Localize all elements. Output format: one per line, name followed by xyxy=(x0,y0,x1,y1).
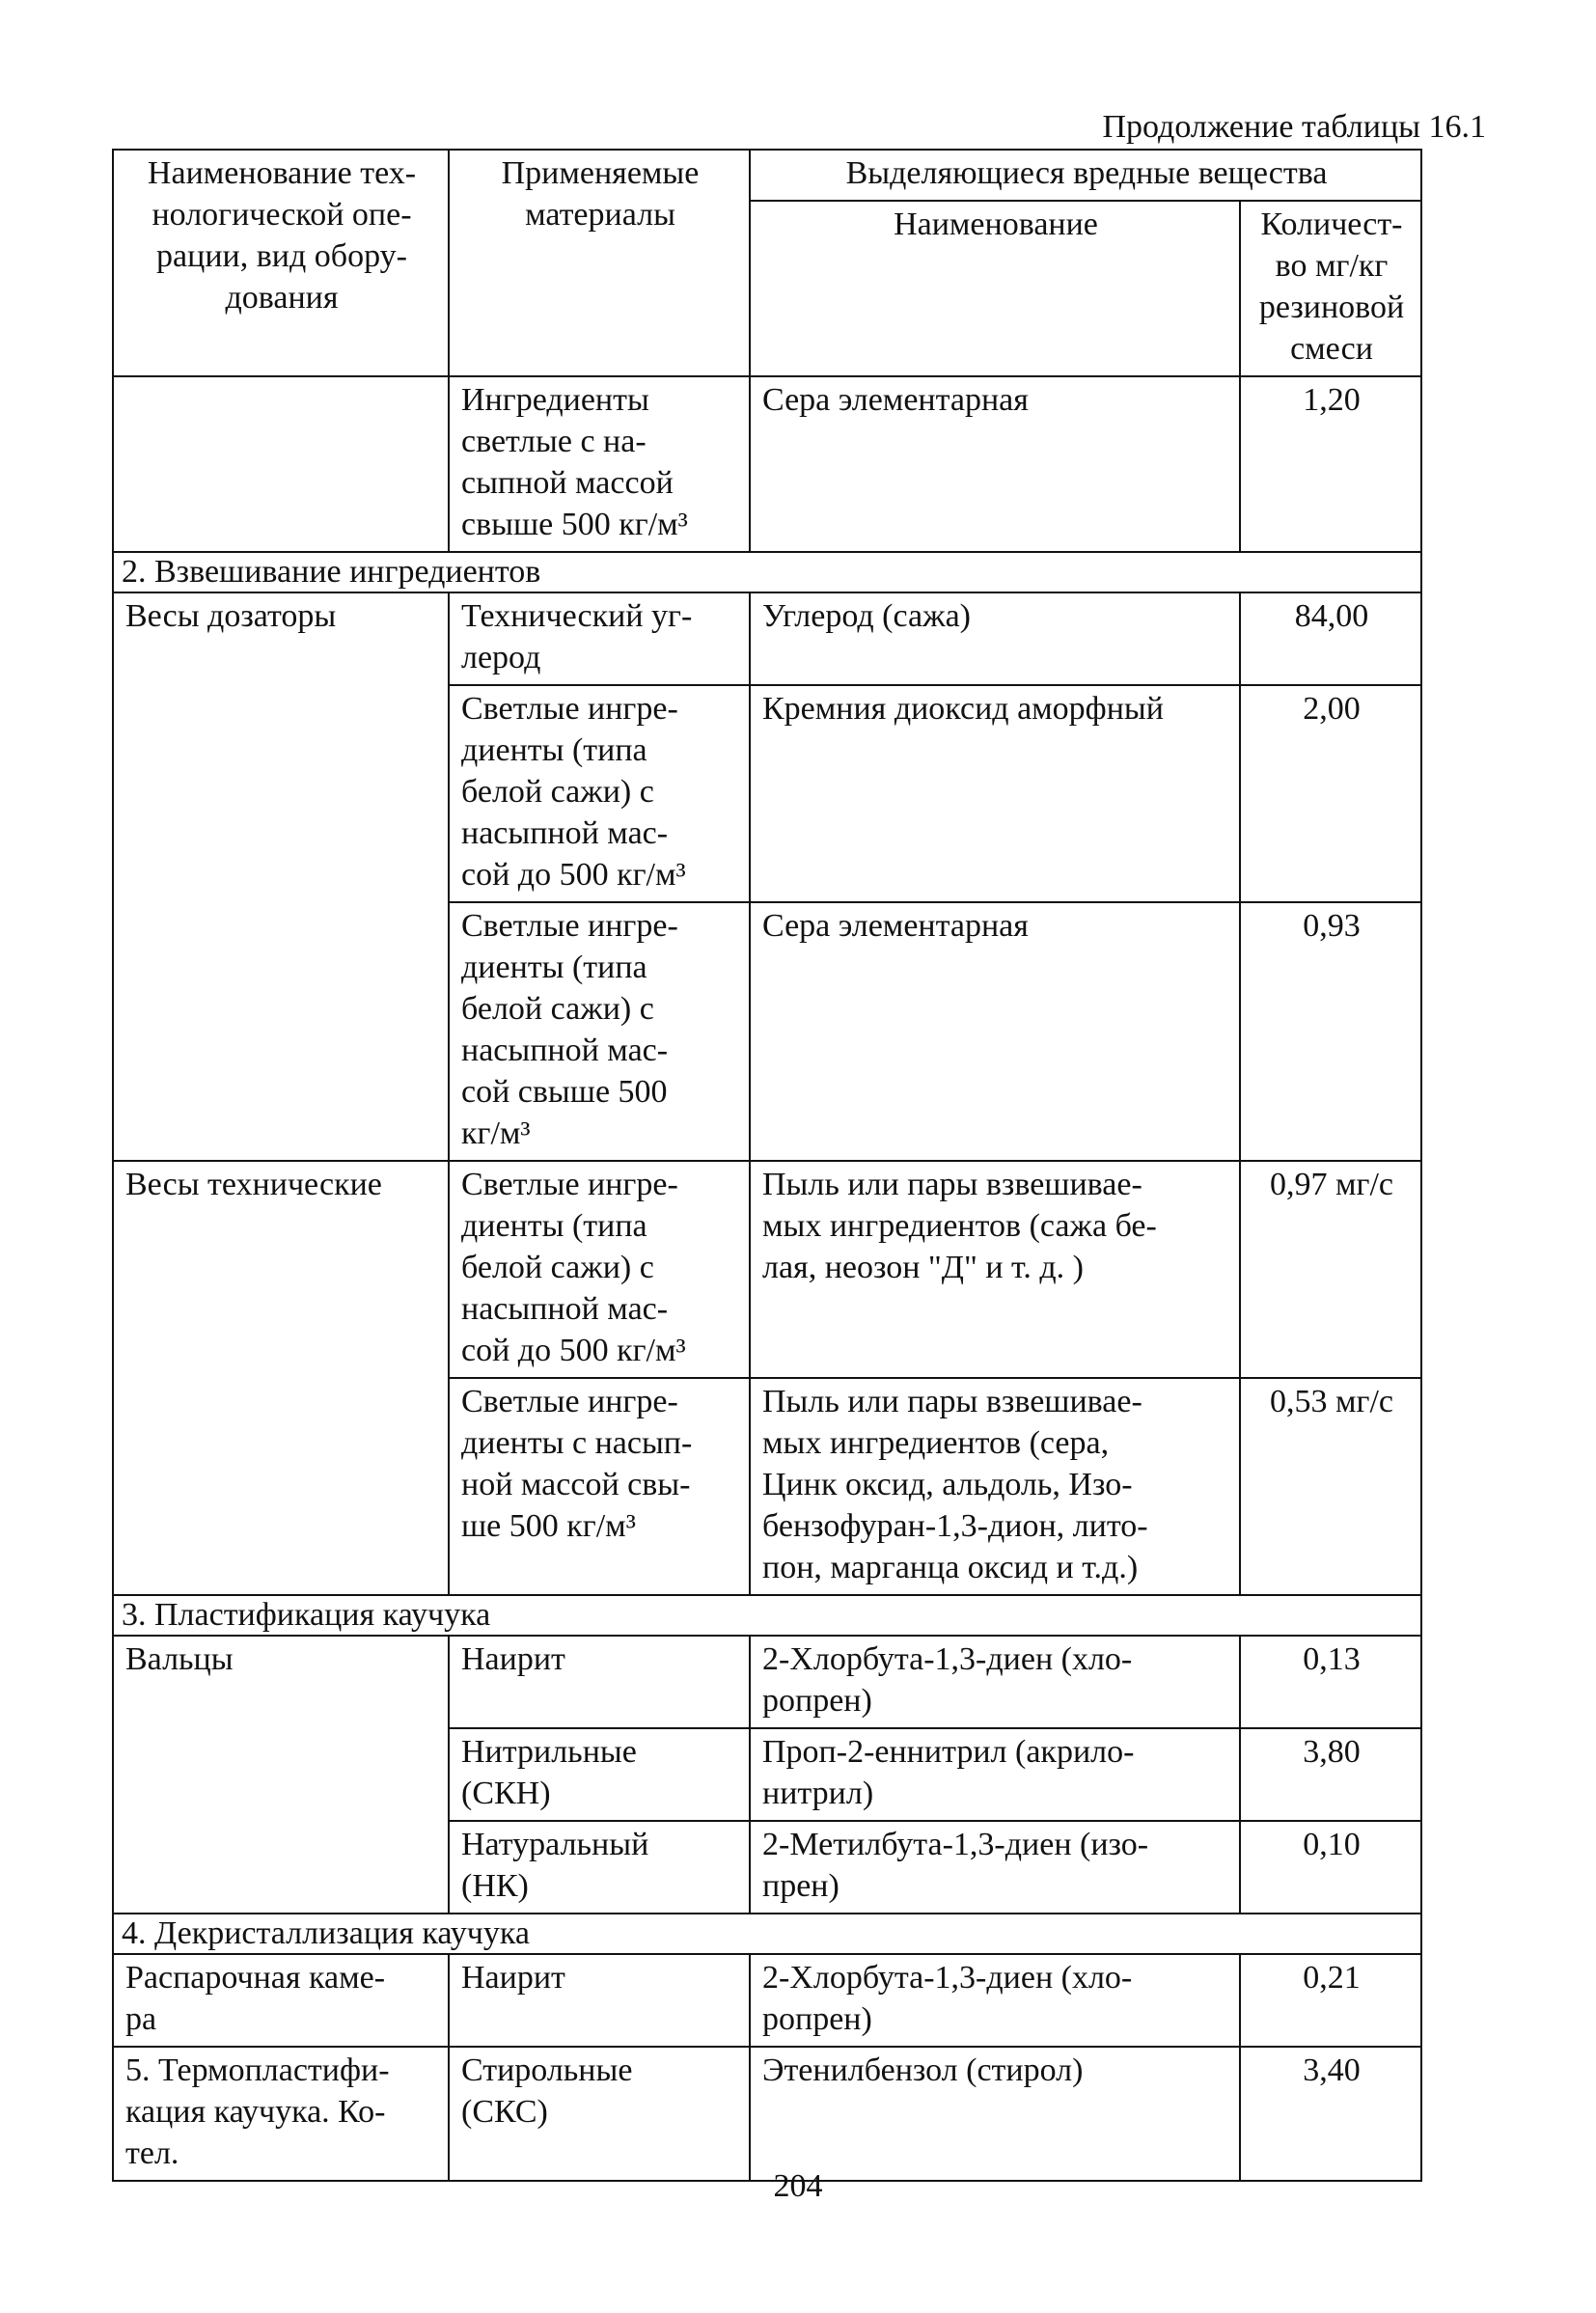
table-row xyxy=(113,1954,1421,2047)
amount-cell: 0,93 xyxy=(1240,902,1421,1161)
material-cell: Технический уг- лерод xyxy=(449,592,750,685)
header-substance-name-text: Наименование xyxy=(894,207,1098,242)
substance-cell: Сера элементарная xyxy=(750,902,1240,1161)
table-row xyxy=(113,2047,1421,2181)
hazardous-substances-table xyxy=(112,149,1422,2182)
table-row xyxy=(113,376,1421,552)
equipment-cell: Распарочная каме- ра xyxy=(113,1954,449,2047)
material-cell: Светлые ингре- диенты с насып- ной массой свы- ше 500 кг/м³ xyxy=(449,1378,750,1595)
material-cell: Натуральный (НК) xyxy=(449,1821,750,1914)
section-title: 2. Взвешивание ингредиентов xyxy=(113,552,1421,592)
section-row xyxy=(113,1914,1421,1954)
table-caption: Продолжение таблицы 16.1 xyxy=(1102,109,1486,145)
equipment-cell: 5. Термопластифи- кация каучука. Ко- тел. xyxy=(113,2047,449,2181)
material-cell: Наирит xyxy=(449,1636,750,1728)
section-row xyxy=(113,552,1421,592)
section-title: 4. Декристаллизация каучука xyxy=(113,1914,1421,1954)
table-row xyxy=(113,1636,1421,1728)
amount-cell: 84,00 xyxy=(1240,592,1421,685)
header-substances-group-text: Выделяющиеся вредные вещества xyxy=(845,155,1328,191)
amount-cell: 3,40 xyxy=(1240,2047,1421,2181)
substance-cell: Кремния диоксид аморфный xyxy=(750,685,1240,902)
substance-cell: Сера элементарная xyxy=(750,376,1240,552)
material-cell: Светлые ингре- диенты (типа белой сажи) с насыпной мас- сой до 500 кг/м³ xyxy=(449,685,750,902)
amount-cell: 2,00 xyxy=(1240,685,1421,902)
equipment-cell: Весы технические xyxy=(113,1161,449,1595)
substance-cell: Проп-2-еннитрил (акрило- нитрил) xyxy=(750,1728,1240,1821)
substance-cell: 2-Хлорбута-1,3-диен (хло- ропрен) xyxy=(750,1636,1240,1728)
table-row xyxy=(113,592,1421,685)
substance-cell: 2-Метилбута-1,3-диен (изо- прен) xyxy=(750,1821,1240,1914)
header-materials xyxy=(449,150,750,376)
header-substances-group xyxy=(750,150,1421,201)
header-operation xyxy=(113,150,449,376)
header-operation-text: Наименование тех- нологической опе- рации, вид обору- дования xyxy=(147,155,417,316)
amount-cell: 0,10 xyxy=(1240,1821,1421,1914)
material-cell: Ингредиенты светлые с на- сыпной массой свыше 500 кг/м³ xyxy=(449,376,750,552)
amount-cell: 0,21 xyxy=(1240,1954,1421,2047)
material-cell: Светлые ингре- диенты (типа белой сажи) с насыпной мас- сой свыше 500 кг/м³ xyxy=(449,902,750,1161)
header-materials-text: Применяемые материалы xyxy=(501,155,700,233)
substance-cell: 2-Хлорбута-1,3-диен (хло- ропрен) xyxy=(750,1954,1240,2047)
substance-cell: Этенилбензол (стирол) xyxy=(750,2047,1240,2181)
section-row xyxy=(113,1595,1421,1636)
header-substance-name xyxy=(750,201,1240,376)
equipment-cell xyxy=(113,376,449,552)
material-cell: Стирольные (СКС) xyxy=(449,2047,750,2181)
amount-cell: 0,13 xyxy=(1240,1636,1421,1728)
substance-cell: Пыль или пары взвешивае- мых ингредиентов (сера, Цинк оксид, альдоль, Изо- бензофуран-1,3-дион, лито- пон, марганца оксид и т.д.) xyxy=(750,1378,1240,1595)
material-cell: Наирит xyxy=(449,1954,750,2047)
header-row-1 xyxy=(113,150,1421,201)
amount-cell: 0,97 мг/с xyxy=(1240,1161,1421,1378)
header-amount-text: Количест- во мг/кг резиновой смеси xyxy=(1258,207,1405,367)
amount-cell: 1,20 xyxy=(1240,376,1421,552)
amount-cell: 3,80 xyxy=(1240,1728,1421,1821)
section-title: 3. Пластификация каучука xyxy=(113,1595,1421,1636)
header-amount xyxy=(1240,201,1421,376)
amount-cell: 0,53 мг/с xyxy=(1240,1378,1421,1595)
substance-cell: Пыль или пары взвешивае- мых ингредиентов (сажа бе- лая, неозон "Д" и т. д. ) xyxy=(750,1161,1240,1378)
material-cell: Нитрильные (СКН) xyxy=(449,1728,750,1821)
substance-cell: Углерод (сажа) xyxy=(750,592,1240,685)
equipment-cell: Вальцы xyxy=(113,1636,449,1914)
material-cell: Светлые ингре- диенты (типа белой сажи) с насыпной мас- сой до 500 кг/м³ xyxy=(449,1161,750,1378)
page-number: 204 xyxy=(773,2168,823,2204)
equipment-cell: Весы дозаторы xyxy=(113,592,449,1161)
table-row xyxy=(113,1161,1421,1378)
